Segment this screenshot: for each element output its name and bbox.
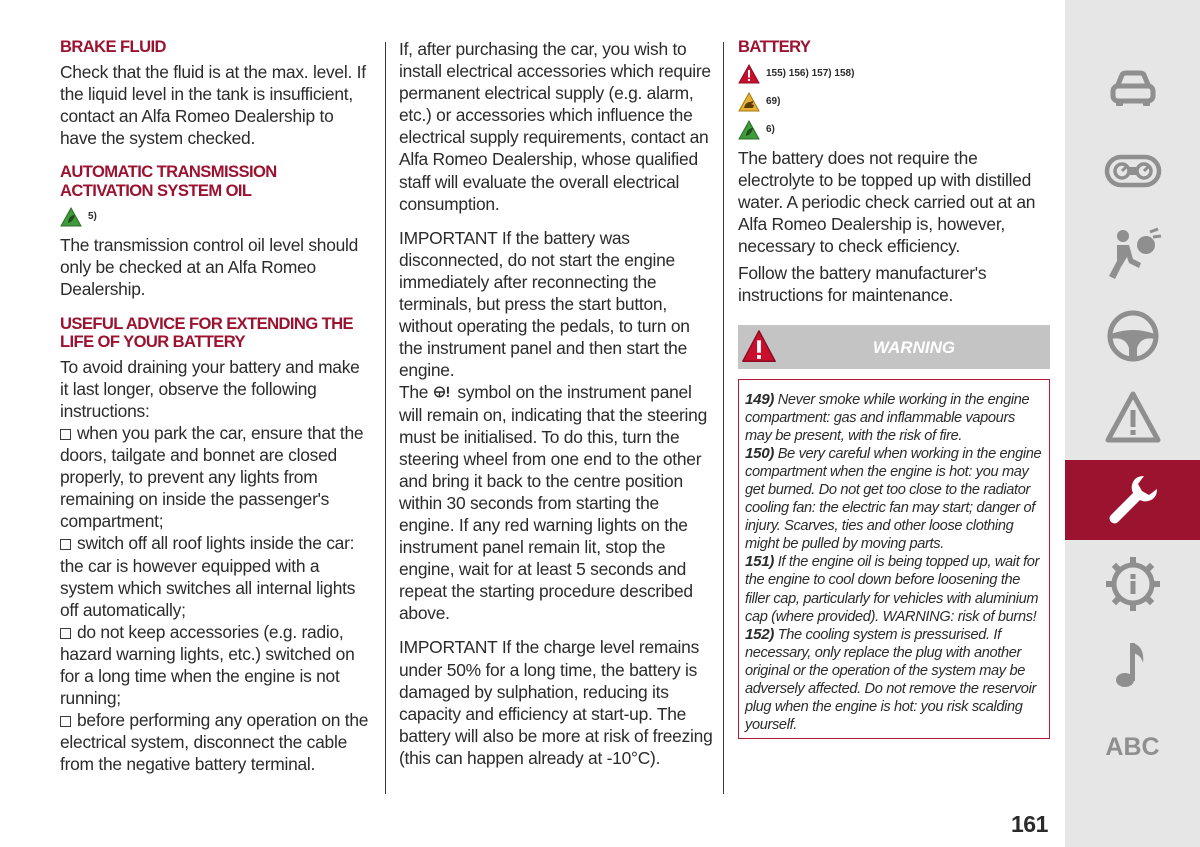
environment-ref-row <box>738 119 1050 141</box>
battery-heading: BATTERY <box>738 37 811 56</box>
danger-refs: 155) 156) 157) 158) <box>766 67 855 79</box>
caution-ref-row <box>738 91 1050 113</box>
battery-manufacturer-paragraph: Follow the battery manufacturer's instructions for maintenance. <box>738 263 987 306</box>
tab-technical-data[interactable] <box>1065 544 1200 624</box>
transmission-ref-row <box>60 206 372 228</box>
transmission-oil-text: The transmission control oil level should only be checked at an Alfa Romeo Dealership. <box>60 235 359 300</box>
battery-advice-intro: To avoid draining your battery and make it last longer, observe the following instructions: <box>60 356 360 421</box>
transmission-oil-heading: AUTOMATIC TRANSMISSION ACTIVATION SYSTEM OIL <box>60 161 277 200</box>
battery-disconnect-paragraph: IMPORTANT If the battery was disconnected, do not start the engine immediately after reconnecting the terminals, but press the start button, without operating the pedals, to turn on the instrument panel and then start the engine. <box>399 227 690 381</box>
column-right <box>738 38 1050 739</box>
chapter-sidebar <box>1065 0 1200 847</box>
tab-driving[interactable] <box>1065 296 1200 376</box>
caution-hand-icon <box>738 92 760 112</box>
danger-triangle-icon <box>738 64 760 84</box>
warning-item: 149) Never smoke while working in the engine compartment: gas and inflammable vapours may be present, with the risk of fire. <box>745 390 1030 444</box>
accessories-paragraph: If, after purchasing the car, you wish to install electrical accessories which require permanent electrical supply (e.g. alarm, etc.) or accessories which influence the electrical supply requirements, contact an Alfa Romeo Dealership, whose qualified staff will evaluate the overall electrical consumption. <box>399 39 711 214</box>
dashboard-icon <box>1103 141 1163 201</box>
wrench-icon <box>1103 470 1163 530</box>
steering-warning-icon <box>433 385 453 399</box>
charge-level-paragraph: IMPORTANT If the charge level remains under 50% for a long time, the battery is damaged by sulphation, reducing its capacity and efficiency at start-up. The battery will also be more at risk of freezing (this can happen already at -10°C). <box>399 637 713 768</box>
column-divider <box>723 42 724 794</box>
checkbox-bullet-icon <box>60 429 71 440</box>
warning-header <box>738 325 1050 369</box>
warning-item: 151) If the engine oil is being topped up, wait for the engine to cool down before loosening the filler cap, particularly for vehicles with aluminium cap (where provided). WARNING: risk of burns! <box>745 553 1040 625</box>
tab-car[interactable] <box>1065 47 1200 127</box>
music-note-icon <box>1103 635 1163 695</box>
environment-refs: 6) <box>766 123 775 135</box>
warning-triangle-icon <box>740 328 778 366</box>
checkbox-bullet-icon <box>60 716 71 727</box>
list-item: switch off all roof lights inside the car: the car is however equipped with a system which switches all internal lights off automatically; <box>60 533 356 620</box>
tab-maintenance[interactable] <box>1065 460 1200 540</box>
danger-ref-row <box>738 63 1050 85</box>
warning-title: WARNING <box>872 337 956 357</box>
brake-fluid-heading: BRAKE FLUID <box>60 37 166 56</box>
checkbox-bullet-icon <box>60 628 71 639</box>
battery-maintenance-paragraph: The battery does not require the electrolyte to be topped up with distilled water. A periodic check carried out at an Alfa Romeo Dealership is, however, necessary to check efficiency. <box>738 147 1036 257</box>
checkbox-bullet-icon <box>60 539 71 550</box>
steering-init-paragraph: The symbol on the instrument panel will remain on, indicating that the steering must be initialised. To do this, turn the steering wheel from one end to the other and bring it back to the centre position within 30 seconds from starting the engine. If any red warning lights on the instrument panel remain lit, stop the engine, wait for at least 5 seconds and repeat the starting procedure described above. <box>399 382 708 624</box>
tab-multimedia[interactable] <box>1065 625 1200 705</box>
battery-advice-heading: USEFUL ADVICE FOR EXTENDING THE LIFE OF YOUR BATTERY <box>60 313 354 352</box>
brake-fluid-text: Check that the fluid is at the max. level. If the liquid level in the tank is insufficient, contact an Alfa Romeo Dealership to have the system checked. <box>60 61 366 148</box>
steering-wheel-icon <box>1103 306 1163 366</box>
caution-refs: 69) <box>766 95 781 107</box>
info-gear-icon <box>1103 554 1163 614</box>
tab-safety[interactable] <box>1065 213 1200 293</box>
list-item: before performing any operation on the electrical system, disconnect the cable from the negative battery terminal. <box>60 710 369 775</box>
environment-leaf-icon <box>60 207 82 227</box>
column-left <box>60 38 372 776</box>
page-number: 161 <box>1011 811 1048 837</box>
tab-dashboard[interactable] <box>1065 131 1200 211</box>
column-middle <box>399 38 715 778</box>
warning-item: 152) The cooling system is pressurised. If necessary, only replace the plug with another original or the operation of the system may be adversely affected. Do not remove the reservoir plug when the engine is hot: you risk scalding yourself. <box>745 625 1036 734</box>
tab-index[interactable] <box>1065 707 1200 787</box>
warning-triangle-icon <box>1103 388 1163 448</box>
abc-index-label: ABC <box>1105 732 1160 761</box>
list-item: when you park the car, ensure that the doors, tailgate and bonnet are closed properly, to prevent any lights from remaining on inside the passenger's compartment; <box>60 423 364 532</box>
list-item: do not keep accessories (e.g. radio, hazard warning lights, etc.) switched on for a long time when the engine is not running; <box>60 621 355 709</box>
column-divider <box>385 42 386 794</box>
warning-item: 150) Be very careful when working in the engine compartment when the engine is hot: you may get burned. Do not get too close to the radiator cooling fan: the electric fan may start; danger of injury. Scarves, ties and other loose clothing might be pulled by moving parts. <box>745 444 1042 553</box>
car-icon <box>1103 57 1163 117</box>
transmission-ref: 5) <box>88 211 97 223</box>
tab-emergency[interactable] <box>1065 378 1200 458</box>
warning-box <box>738 379 1050 740</box>
environment-leaf-icon <box>738 120 760 140</box>
airbag-icon <box>1103 223 1163 283</box>
